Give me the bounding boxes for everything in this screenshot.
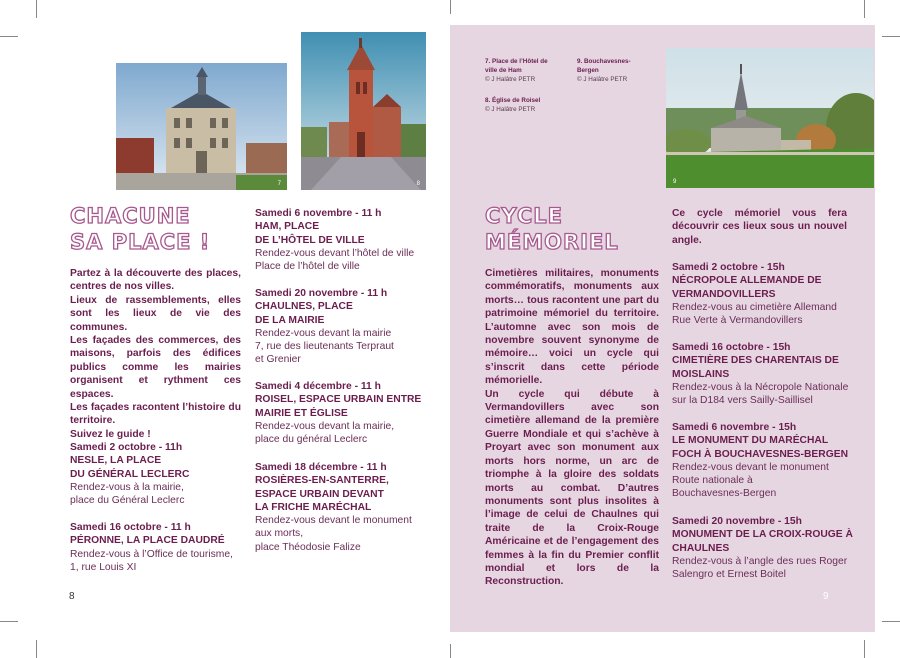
event-place: ROISEL, ESPACE URBAIN ENTRE MAIRIE ET ÉGLISE	[255, 394, 422, 419]
event-date: Samedi 4 décembre - 11 h	[255, 381, 381, 392]
photo-roisel-church	[301, 32, 426, 190]
crop-mark	[882, 621, 900, 622]
section-title-chacune-sa-place	[70, 203, 210, 255]
event-description: Rendez-vous devant la mairie, place du général Leclerc	[255, 420, 395, 446]
crop-mark	[36, 640, 37, 658]
event-place: MONUMENT DE LA CROIX-ROUGE À CHAULNES	[672, 529, 853, 554]
event-moislains	[672, 341, 852, 407]
event-nesle	[70, 441, 245, 507]
title-line: MÉMORIEL	[485, 230, 619, 254]
credit-copyright: © J Halâtre PETR	[485, 106, 536, 113]
credit-title: 7. Place de l’Hôtel de ville de Ham	[485, 58, 548, 74]
photo-credit	[485, 57, 570, 84]
intro-text	[485, 267, 659, 589]
event-description: Rendez-vous à la mairie, place du Général Leclerc	[70, 481, 185, 507]
event-bouchavesnes	[672, 421, 852, 501]
photo-ham-town-hall	[116, 63, 287, 190]
event-vermandovillers	[672, 261, 852, 327]
event-rosieres	[255, 461, 430, 554]
crop-mark	[0, 36, 18, 37]
crop-mark	[882, 36, 900, 37]
event-place: CIMETIÈRE DES CHARENTAIS DE MOISLAINS	[672, 355, 839, 380]
event-description: Rendez-vous devant la mairie 7, rue des lieutenants Terpraut et Grenier	[255, 327, 394, 366]
event-description: Rendez-vous au cimetière Allemand Rue Verte à Vermandovillers	[672, 301, 837, 327]
crop-mark	[864, 640, 865, 658]
event-date: Samedi 18 décembre - 11 h	[255, 462, 387, 473]
intro-paragraph: Cimetières militaires, monuments commémoratifs, monuments aux morts… tous racontent une part du patrimoine mémoriel du territoire. L’automne avec son mois de novembre souvent synonyme de mémoire… voici un cycle qui s’inscrit dans cette période mémorielle.	[485, 268, 659, 387]
event-place: LE MONUMENT DU MARÉCHAL FOCH À BOUCHAVESNES-BERGEN	[672, 435, 849, 460]
event-place: NÉCROPOLE ALLEMANDE DE VERMANDOVILLERS	[672, 275, 822, 300]
page-number-right: 9	[823, 591, 829, 602]
credit-title: 9. Bouchavesnes- Bergen	[577, 58, 631, 74]
section-title-cycle-memoriel	[485, 203, 619, 255]
intro-paragraph: Un cycle qui débute à Vermandovillers avec son cimetière allemand de la première Guerre Mondiale et qui s’achève à Proyart avec son monument aux morts hors norme, un arc de triomphe à la gloire des soldats morts au combat. D’autres monuments sont plus insolites à l’image de celui de Chaulnes qui traite de la Croix-Rouge Américaine et de l’engagement des femmes à la fin du Premier conflit mondial et lors de la Reconstruction.	[485, 388, 659, 588]
event-chaulnes	[255, 287, 430, 367]
photo-credit	[577, 57, 657, 84]
event-place: HAM, PLACE DE L’HÔTEL DE VILLE	[255, 221, 365, 246]
title-line: CHACUNE	[70, 204, 191, 228]
event-date: Samedi 16 octobre - 15h	[672, 342, 791, 353]
intro-paragraph: Lieux de rassemblements, elles sont les lieux de vie des communes.	[70, 294, 241, 333]
credit-title: 8. Église de Roisel	[485, 97, 541, 104]
photo-credit	[485, 96, 570, 114]
photo-number: 8	[416, 181, 420, 187]
intro-paragraph: Suivez le guide !	[70, 428, 151, 440]
crop-mark	[36, 0, 37, 18]
credit-copyright: © J Halâtre PETR	[485, 76, 536, 83]
crop-mark	[864, 0, 865, 18]
event-description: Rendez-vous à la Nécropole Nationale sur la D184 vers Sailly-Saillisel	[672, 381, 849, 407]
crop-mark	[450, 644, 451, 658]
intro-text	[70, 267, 241, 441]
page-number-left: 8	[69, 591, 75, 602]
crop-mark	[450, 0, 451, 14]
event-date: Samedi 20 novembre - 15h	[672, 516, 802, 527]
credit-copyright: © J Halâtre PETR	[577, 76, 628, 83]
event-date: Samedi 2 octobre - 15h	[672, 262, 785, 273]
intro-paragraph: Les façades racontent l’histoire du territoire.	[70, 402, 241, 427]
event-description: Rendez-vous devant l’hôtel de ville Place de l’hôtel de ville	[255, 247, 415, 273]
event-place: NESLE, LA PLACE DU GÉNÉRAL LECLERC	[70, 455, 190, 480]
event-description: Rendez-vous à l’angle des rues Roger Salengro et Ernest Boitel	[672, 555, 848, 581]
photo-number: 7	[277, 181, 281, 187]
event-place: PÉRONNE, LA PLACE DAUDRÉ	[70, 535, 225, 547]
photo-number: 9	[673, 179, 677, 185]
event-date: Samedi 20 novembre - 11 h	[255, 288, 388, 299]
event-place: CHAULNES, PLACE DE LA MAIRIE	[255, 301, 353, 326]
event-ham	[255, 207, 430, 273]
title-line: CYCLE	[485, 204, 564, 228]
event-date: Samedi 6 novembre - 11 h	[255, 208, 382, 219]
intro-paragraph: Partez à la découverte des places, centres de nos villes.	[70, 268, 241, 293]
event-date: Samedi 6 novembre - 15h	[672, 422, 797, 433]
event-peronne	[70, 521, 250, 574]
event-description: Rendez-vous devant le monument Route nationale à Bouchavesnes-Bergen	[672, 461, 829, 500]
event-description: Rendez-vous à l’Office de tourisme, 1, rue Louis XI	[70, 548, 233, 573]
event-date: Samedi 2 octobre - 11h	[70, 442, 183, 453]
intro-paragraph: Les façades des commerces, des maisons, parfois des édifices publics comme les mairies organisent et rythment ces espaces.	[70, 335, 241, 400]
event-date: Samedi 16 octobre - 11 h	[70, 522, 191, 533]
event-roisel	[255, 380, 435, 446]
photo-bouchavesnes-church	[666, 48, 874, 188]
event-description: Rendez-vous devant le monument aux morts, place Théodosie Falize	[255, 515, 412, 553]
event-chaulnes-croix-rouge	[672, 515, 857, 581]
intro-text-col2: Ce cycle mémoriel vous fera découvrir ces lieux sous un nouvel angle.	[672, 208, 847, 246]
event-place: ROSIÈRES-EN-SANTERRE, ESPACE URBAIN DEVANT LA FRICHE MARÉCHAL	[255, 475, 389, 513]
crop-mark	[0, 621, 18, 622]
title-line: SA PLACE !	[70, 230, 211, 254]
